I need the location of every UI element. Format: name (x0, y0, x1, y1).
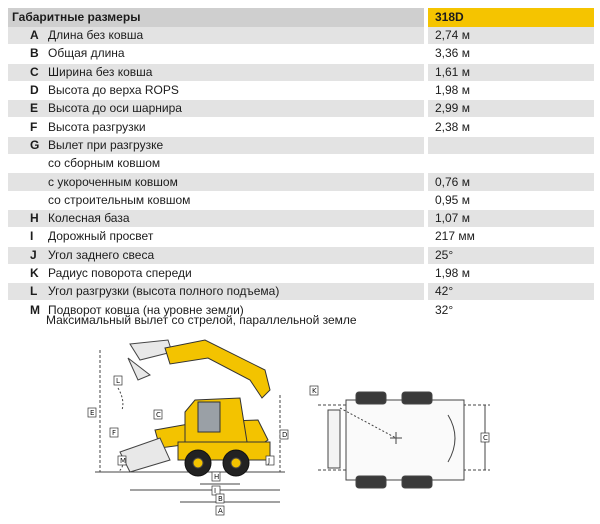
label-H: H (214, 473, 220, 481)
label-K: K (312, 387, 317, 395)
row-letter: F (8, 118, 44, 136)
row-label: Колесная база (44, 209, 424, 227)
table-header (8, 8, 594, 27)
table-row (8, 283, 594, 301)
table-row (8, 63, 594, 81)
row-label: Дорожный просвет (44, 228, 424, 246)
label-D: D (282, 431, 288, 439)
row-value: 217 мм (428, 228, 594, 246)
top-view-drawing (318, 392, 490, 488)
row-value: 25° (428, 246, 594, 264)
row-value: 2,38 м (428, 118, 594, 136)
dimension-drawings (0, 330, 600, 524)
row-value: 2,99 м (428, 100, 594, 118)
table-row (8, 45, 594, 63)
row-letter: D (8, 81, 44, 99)
row-letter: H (8, 209, 44, 227)
row-letter (8, 155, 44, 173)
row-value (428, 136, 594, 154)
row-letter: B (8, 45, 44, 63)
table-row (8, 228, 594, 246)
row-letter: E (8, 100, 44, 118)
row-value: 32° (428, 301, 594, 319)
table-row (8, 264, 594, 282)
label-A: A (218, 507, 223, 515)
row-letter: M (8, 301, 44, 319)
table-row (8, 209, 594, 227)
row-label: с укороченным ковшом (44, 173, 424, 191)
row-value: 0,95 м (428, 191, 594, 209)
model-name: 318D (428, 8, 594, 27)
row-letter: G (8, 136, 44, 154)
table-row (8, 118, 594, 136)
row-value: 1,98 м (428, 81, 594, 99)
row-value: 0,76 м (428, 173, 594, 191)
row-label: со строительным ковшом (44, 191, 424, 209)
table-row (8, 246, 594, 264)
row-label: Радиус поворота спереди (44, 264, 424, 282)
row-value: 1,07 м (428, 209, 594, 227)
row-label: Вылет при разгрузке (44, 136, 424, 154)
row-letter: L (8, 283, 44, 301)
row-label: Ширина без ковша (44, 63, 424, 81)
label-B: B (218, 495, 223, 503)
row-letter: J (8, 246, 44, 264)
row-label: со сборным ковшом (44, 155, 424, 173)
row-value: 1,98 м (428, 264, 594, 282)
row-letter: C (8, 63, 44, 81)
row-value: 2,74 м (428, 27, 594, 45)
reach-note: Максимальный вылет со стрелой, параллельной земле (46, 313, 357, 327)
side-view-drawing (95, 340, 288, 502)
row-label: Угол разгрузки (высота полного подъема) (44, 283, 424, 301)
row-label: Высота разгрузки (44, 118, 424, 136)
row-letter (8, 173, 44, 191)
row-letter (8, 191, 44, 209)
label-C-top: C (483, 434, 488, 442)
row-label: Длина без ковша (44, 27, 424, 45)
table-row (8, 173, 594, 191)
table-row (8, 100, 594, 118)
row-value: 42° (428, 283, 594, 301)
row-label: Высота до верха ROPS (44, 81, 424, 99)
label-C: C (156, 411, 161, 419)
row-value: 3,36 м (428, 45, 594, 63)
table-row (8, 191, 594, 209)
dimensions-table (8, 8, 594, 320)
row-label: Общая длина (44, 45, 424, 63)
table-title: Габаритные размеры (8, 8, 424, 27)
row-letter: A (8, 27, 44, 45)
table-row (8, 155, 594, 173)
label-L: L (116, 377, 120, 385)
table-row (8, 81, 594, 99)
table-row (8, 27, 594, 45)
row-label: Угол заднего свеса (44, 246, 424, 264)
label-M: M (120, 457, 127, 465)
table-row (8, 136, 594, 154)
label-I: I (214, 487, 217, 495)
row-label: Подворот ковша (на уровне земли) (44, 301, 424, 319)
row-value (428, 155, 594, 173)
label-J: J (268, 457, 271, 465)
row-value: 1,61 м (428, 63, 594, 81)
row-letter: I (8, 228, 44, 246)
row-label: Высота до оси шарнира (44, 100, 424, 118)
label-F: F (112, 429, 117, 437)
label-E: E (90, 409, 95, 417)
row-letter: K (8, 264, 44, 282)
